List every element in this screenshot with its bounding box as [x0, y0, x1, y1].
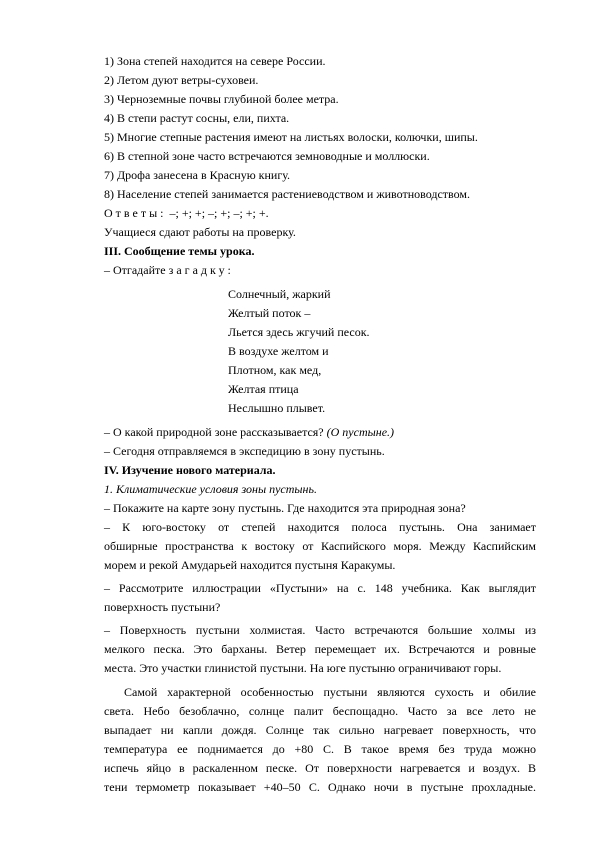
hand-in-text: Учащиеся сдают работы на проверку.	[104, 225, 296, 239]
answers-label: Ответы:	[104, 206, 167, 220]
paragraph-4-line-2: света. Небо безоблачно, солнце палит беспощадно. Часто за все лето не	[104, 704, 536, 718]
answers-value: –; +; +; –; +; –; +; +.	[166, 206, 269, 220]
section-3-heading: III. Сообщение темы урока.	[104, 244, 255, 258]
paragraph-4-line-6: тени термометр показывает +40–50 С. Однако ночи в пустыне прохладные.	[104, 780, 536, 794]
question-2: 2) Летом дуют ветры-суховеи.	[104, 73, 259, 87]
zone-answer: (О пустыне.)	[326, 425, 395, 439]
riddle-prompt	[104, 262, 234, 279]
poem-line-6: Желтая птица	[228, 382, 299, 396]
expedition-text: – Сегодня отправляемся в экспедицию в зону пустынь.	[104, 444, 385, 458]
poem-line-3: Льется здесь жгучий песок.	[228, 325, 370, 339]
answers-line	[104, 205, 269, 222]
paragraph-3-line-3: места. Это участки глинистой пустыни. На юге пустыню ограничивают горы.	[104, 661, 502, 675]
question-3: 3) Черноземные почвы глубиной более метра.	[104, 92, 339, 106]
question-6: 6) В степной зоне часто встречаются земноводные и моллюски.	[104, 149, 430, 163]
paragraph-1-line-1: – К юго-востоку от степей находится полоса пустынь. Она занимает	[104, 520, 536, 534]
paragraph-4-line-3: выпадает ни капли дождя. Солнце так сильно нагревает поверхность, что	[104, 723, 536, 737]
section-4-heading: IV. Изучение нового материала.	[104, 463, 276, 477]
poem-line-7: Неслышно плывет.	[228, 401, 326, 415]
paragraph-4-line-4: температура ее поднимается до +80 С. В такое время без труда можно	[104, 742, 536, 756]
poem-line-4: В воздухе желтом и	[228, 344, 329, 358]
paragraph-1-line-3: морем и рекой Амударьей находится пустыня Каракумы.	[104, 558, 396, 572]
poem-line-2: Желтый поток –	[228, 306, 311, 320]
paragraph-4-line-1: Самой характерной особенностью пустыни являются сухость и обилие	[124, 685, 536, 699]
question-4: 4) В степи растут сосны, ели, пихта.	[104, 111, 290, 125]
riddle-prefix: – Отгадайте	[104, 263, 169, 277]
zone-question-text: – О какой природной зоне рассказывается?	[104, 425, 327, 439]
question-7: 7) Дрофа занесена в Красную книгу.	[104, 168, 291, 182]
paragraph-4-line-5: испечь яйцо в раскаленном песке. От поверхности нагревается и воздух. В	[104, 761, 536, 775]
map-question: – Покажите на карте зону пустынь. Где находится эта природная зона?	[104, 501, 466, 515]
paragraph-2-line-1: – Рассмотрите иллюстрации «Пустыни» на с. 148 учебника. Как выглядит	[104, 581, 536, 595]
paragraph-3-line-1: – Поверхность пустыни холмистая. Часто встречаются большие холмы из	[104, 623, 536, 637]
poem-line-5: Плотном, как мед,	[228, 363, 322, 377]
question-8: 8) Население степей занимается растениеводством и животноводством.	[104, 187, 470, 201]
paragraph-1-line-2: обширные пространства к востоку от Каспийского моря. Между Каспийским	[104, 539, 536, 553]
poem-line-1: Солнечный, жаркий	[228, 287, 331, 301]
zone-question	[104, 424, 394, 441]
question-5: 5) Многие степные растения имеют на листьях волоски, колючки, шипы.	[104, 130, 478, 144]
paragraph-2-line-2: поверхность пустыни?	[104, 600, 221, 614]
paragraph-3-line-2: мелкого песка. Это барханы. Ветер перемещает их. Встречаются и ровные	[104, 642, 536, 656]
riddle-word: загадку:	[168, 263, 234, 277]
subsection-1-heading: 1. Климатические условия зоны пустынь.	[104, 482, 317, 496]
question-1: 1) Зона степей находится на севере России.	[104, 54, 326, 68]
